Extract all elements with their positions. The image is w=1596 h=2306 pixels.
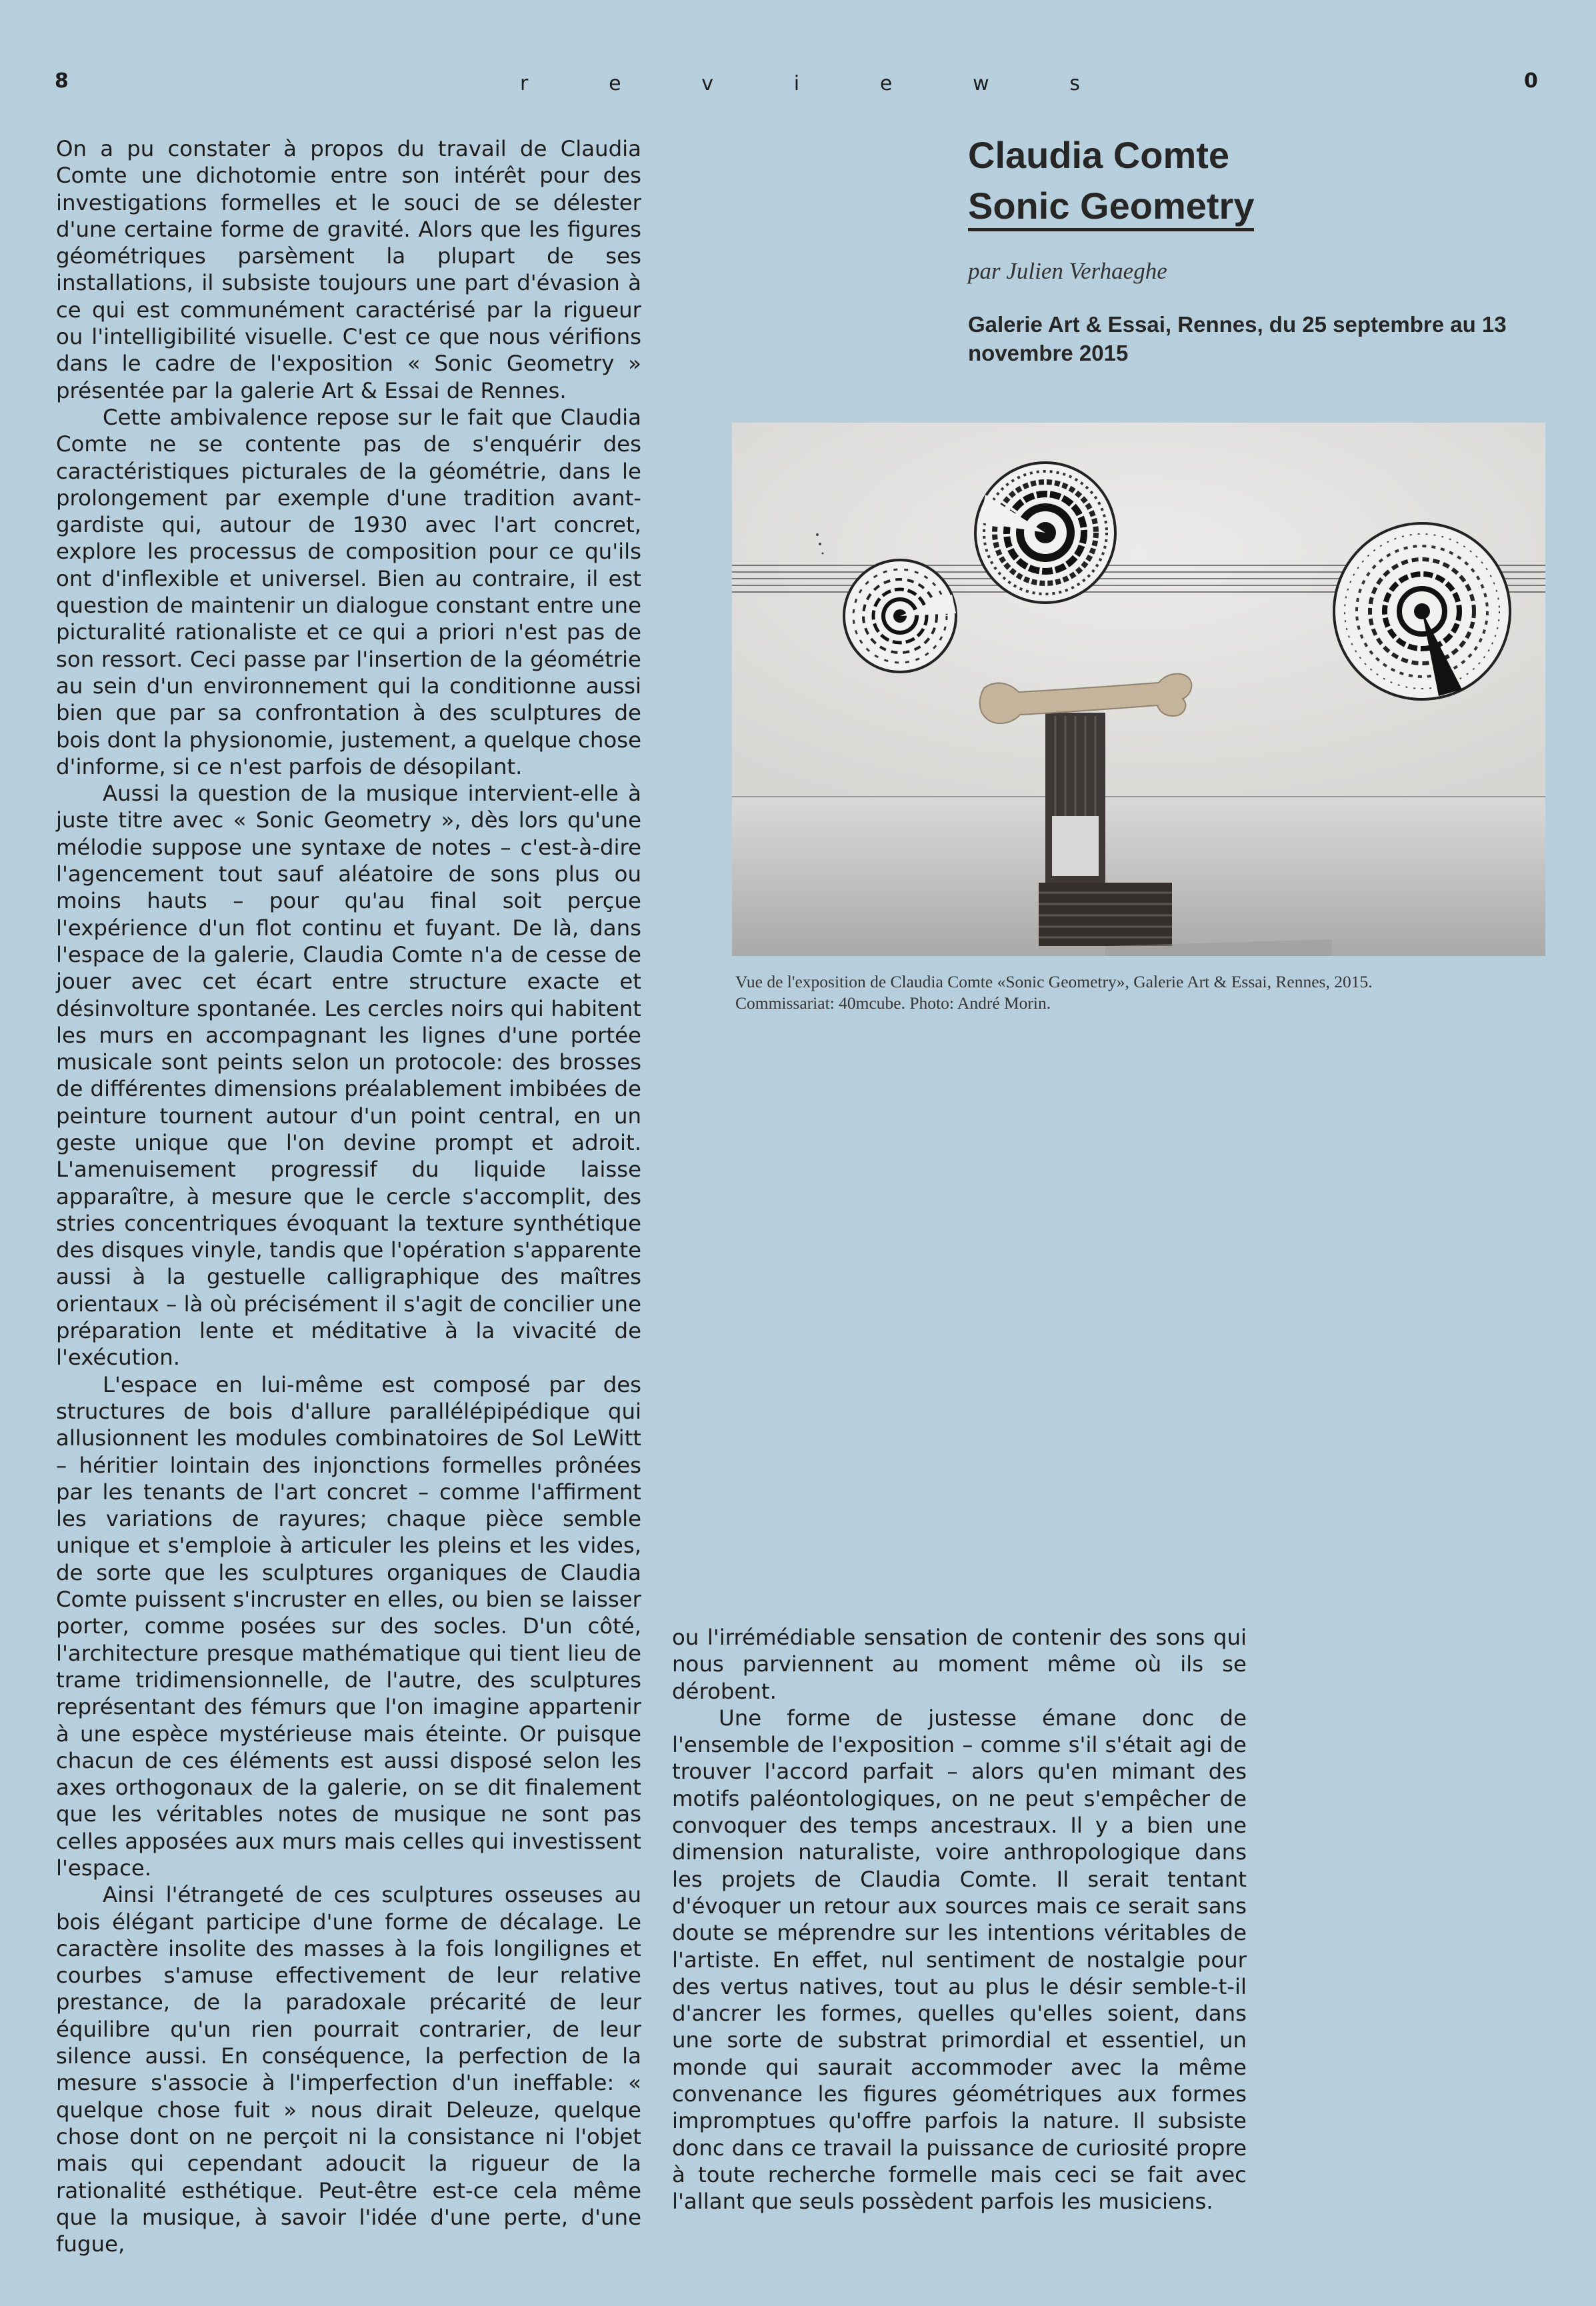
paragraph: Une forme de justesse émane donc de l'ensemble de l'exposition – comme s'il s'était agi de trouver l'accord parfait – alors qu'en mimant des motifs paléontologiques, on ne peut s'empêcher de convoquer des temps ancestraux. Il y a bien une dimension naturaliste, voire anthropologique dans les projets de Claudia Comte. Il serait tentant d'évoquer un retour aux sources mais ce serait sans doute se méprendre sur les intentions véritables de l'artiste. En effet, nul sentiment de nostalgie pour des vertus natives, tout au plus le désir semble-t-il d'ancrer les formes, quelles qu'elles soient, dans une sorte de substrat primordial et essentiel, un monde qui saurait accommoder avec la même convenance les figures géométriques aux formes impromptues qu'offre parfois la nature. Il subsiste donc dans ce travail la puissance de curiosité propre à toute recherche formelle mais ceci se fait avec l'allant que seuls possèdent parfois les musiciens. <box>672 1705 1247 2215</box>
paragraph: Aussi la question de la musique intervient-elle à juste titre avec « Sonic Geometry », dès lors qu'une mélodie suppose une syntaxe de notes – c'est-à-dire l'agencement tout sauf aléatoire de sons plus ou moins hauts – pour qu'au final soit perçue l'expérience d'un flot continu et fuyant. De là, dans l'espace de la galerie, Claudia Comte n'a de cesse de jouer avec cet écart entre structure exacte et désinvolture spontanée. Les cercles noirs qui habitent les murs en accompagnant les lignes d'une portée musicale sont peints selon un protocole: des brosses de différentes dimensions préalablement imbibées de peinture tournent autour d'un point central, en un geste unique que l'on devine prompt et adroit. L'amenuisement progressif du liquide laisse apparaître, à mesure que le cercle s'accomplit, des stries concentriques évoquant la texture synthétique des disques vinyle, tandis que l'opération s'apparente aussi à la gestuelle calligraphique des maîtres orientaux – là où précisément il s'agit de concilier une préparation lente et méditative à la vivacité de l'exécution. <box>56 781 641 1371</box>
running-title-letter: i <box>793 72 800 95</box>
page-header <box>0 35 1596 95</box>
painted-circle-right <box>1334 523 1510 699</box>
paragraph: Ainsi l'étrangeté de ces sculptures osseuses au bois élégant participe d'une forme de décalage. Le caractère insolite des masses à la fois longilignes et courbes s'amuse effectivement de leur relative prestance, de la paradoxale précarité de leur équilibre qu'un rien pourrait contrarier, de leur silence aussi. En conséquence, la perfection de la mesure s'associe à l'imperfection d'un ineffable: « quelque chose fuit » nous dirait Deleuze, quelque chose dont on ne perçoit ni la consistance ni l'objet mais qui cependant adoucit la rigueur de la rationalité esthétique. Peut-être est-ce cela même que la musique, à savoir l'idée d'une perte, d'une fugue, <box>56 1882 641 2257</box>
article-title <box>968 130 1541 231</box>
exhibition-photo <box>732 423 1545 956</box>
running-title-letter: e <box>609 72 621 95</box>
photo-caption <box>735 971 1535 1014</box>
paragraph: Cette ambivalence repose sur le fait que Claudia Comte ne se contente pas de s'enquérir des caractéristiques picturales de la géométrie, dans le prolongement par exemple d'une tradition avant-gardiste qui, autour de 1930 avec l'art concret, explore les processus de composition pour ce qu'ils ont d'inflexible et universel. Bien au contraire, il est question de maintenir un dialogue constant entre une picturalité rationaliste et ce qui a priori n'est pas de son ressort. Ceci passe par l'insertion de la géométrie au sein d'un environnement qui la conditionne aussi bien que par sa confrontation à des sculptures de bois dont la physionomie, justement, a quelque chose d'informe, si ce n'est parfois de désopilant. <box>56 404 641 779</box>
page-number-left: 8 <box>55 69 69 93</box>
paragraph: L'espace en lui-même est composé par des structures de bois d'allure parallélépipédique qui allusionnent les modules combinatoires de Sol LeWitt – héritier lointain des injonctions formelles prônées par les tenants de l'art concret – comme l'affirment les variations de rayures; chaque pièce semble unique et s'emploie à articuler les pleins et les vides, de sorte que les sculptures organiques de Claudia Comte puissent s'incruster en elles, ou bien se laisser porter, comme posées sur des socles. D'un côté, l'architecture presque mathématique qui tient lieu de trame tridimensionnelle, de l'autre, des sculptures représentant des fémurs que l'on imagine appartenir à une espèce mystérieuse mais éteinte. Or puisque chacun de ces éléments est aussi disposé selon les axes orthogonaux de la galerie, on se dit finalement que les véritables notes de musique ne sont pas celles apposées aux murs mais celles qui investissent l'espace. <box>56 1371 641 1881</box>
paragraph: ou l'irrémédiable sensation de contenir des sons qui nous parviennent au moment même où ils se dérobent. <box>672 1625 1247 1704</box>
paragraph: On a pu constater à propos du travail de Claudia Comte une dichotomie entre son intérêt pour des investigations formelles et le souci de se délester d'une certaine forme de gravité. Alors que les figures géométriques parsèment la plupart de ses installations, il subsiste toujours une part d'évasion à ce qui est communément caractérisé par la rigueur ou l'intelligibilité visuelle. C'est ce que nous vérifions dans le cadre de l'exposition « Sonic Geometry » présentée par la galerie Art & Essai de Rennes. <box>56 136 641 403</box>
running-title-letter: e <box>879 72 893 95</box>
title-artist: Claudia Comte <box>968 134 1230 176</box>
article-author: par Julien Verhaeghe <box>968 258 1167 284</box>
article-column-left <box>56 135 641 2257</box>
painted-circle-left <box>844 560 956 672</box>
running-title-letter: r <box>520 72 529 95</box>
caption-line: Vue de l'exposition de Claudia Comte «Sonic Geometry», Galerie Art & Essai, Rennes, 2015. <box>735 972 1373 991</box>
page-number-right: 0 <box>1524 69 1538 93</box>
running-title-letter: w <box>973 72 989 95</box>
exhibition-photo-drawing <box>732 423 1545 956</box>
running-title-letter: s <box>1069 72 1080 95</box>
article-column-right <box>672 1624 1247 2215</box>
exhibition-venue: Galerie Art & Essai, Rennes, du 25 septembre au 13 novembre 2015 <box>968 312 1507 365</box>
running-title-letter: v <box>701 72 714 95</box>
caption-line: Commissariat: 40mcube. Photo: André Morin. <box>735 993 1051 1013</box>
painted-circle-top <box>975 463 1115 603</box>
running-title <box>520 72 1080 95</box>
article-heading <box>968 130 1541 367</box>
title-exhibition: Sonic Geometry <box>968 184 1254 231</box>
